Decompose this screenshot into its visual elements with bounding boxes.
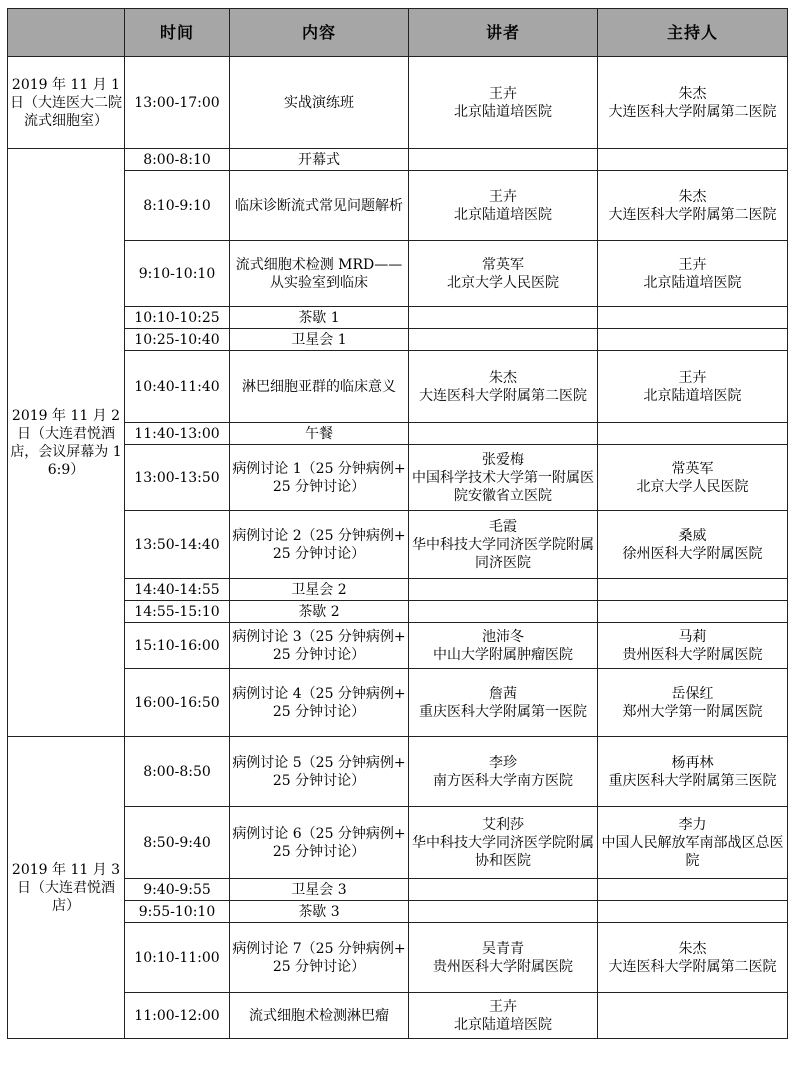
- cell-speaker: 李珍 南方医科大学南方医院: [409, 737, 598, 807]
- schedule-row: [8, 579, 788, 601]
- cell-time: 8:00-8:50: [125, 737, 230, 807]
- cell-speaker: 毛霞 华中科技大学同济医学院附属同济医院: [409, 511, 598, 579]
- schedule-row: [8, 171, 788, 241]
- cell-content: 病例讨论 6（25 分钟病例+25 分钟讨论）: [230, 807, 409, 879]
- cell-host: 岳保红 郑州大学第一附属医院: [598, 669, 788, 737]
- cell-speaker: 常英军 北京大学人民医院: [409, 241, 598, 307]
- cell-time: 13:00-17:00: [125, 57, 230, 149]
- day-label: 2019 年 11 月 2 日（大连君悦酒店，会议屏幕为 16:9）: [8, 149, 125, 737]
- schedule-row: [8, 669, 788, 737]
- cell-content: 卫星会 2: [230, 579, 409, 601]
- cell-content: 病例讨论 3（25 分钟病例+25 分钟讨论）: [230, 623, 409, 669]
- cell-time: 16:00-16:50: [125, 669, 230, 737]
- header-content: 内容: [230, 9, 409, 57]
- cell-speaker: 朱杰 大连医科大学附属第二医院: [409, 351, 598, 423]
- cell-time: 10:25-10:40: [125, 329, 230, 351]
- schedule-row: [8, 737, 788, 807]
- cell-content: 卫星会 3: [230, 879, 409, 901]
- cell-time: 15:10-16:00: [125, 623, 230, 669]
- cell-time: 8:00-8:10: [125, 149, 230, 171]
- day-label: 2019 年 11 月 3 日（大连君悦酒店）: [8, 737, 125, 1039]
- cell-host: 李力 中国人民解放军南部战区总医院: [598, 807, 788, 879]
- cell-content: 病例讨论 1（25 分钟病例+25 分钟讨论）: [230, 445, 409, 511]
- cell-host: [598, 423, 788, 445]
- cell-speaker: 张爱梅 中国科学技术大学第一附属医院安徽省立医院: [409, 445, 598, 511]
- cell-host: [598, 901, 788, 923]
- cell-host: [598, 329, 788, 351]
- schedule-row: [8, 923, 788, 993]
- cell-host: 朱杰 大连医科大学附属第二医院: [598, 923, 788, 993]
- cell-time: 9:55-10:10: [125, 901, 230, 923]
- cell-speaker: 王卉 北京陆道培医院: [409, 993, 598, 1039]
- cell-time: 11:00-12:00: [125, 993, 230, 1039]
- schedule-row: [8, 807, 788, 879]
- cell-time: 13:50-14:40: [125, 511, 230, 579]
- header-host: 主持人: [598, 9, 788, 57]
- cell-time: 14:55-15:10: [125, 601, 230, 623]
- schedule-row: [8, 445, 788, 511]
- cell-content: 临床诊断流式常见问题解析: [230, 171, 409, 241]
- cell-content: 病例讨论 5（25 分钟病例+25 分钟讨论）: [230, 737, 409, 807]
- cell-speaker: 王卉 北京陆道培医院: [409, 171, 598, 241]
- header-time: 时间: [125, 9, 230, 57]
- cell-host: [598, 879, 788, 901]
- cell-host: 王卉 北京陆道培医院: [598, 241, 788, 307]
- cell-host: 马莉 贵州医科大学附属医院: [598, 623, 788, 669]
- schedule-row: [8, 511, 788, 579]
- cell-time: 14:40-14:55: [125, 579, 230, 601]
- schedule-row: [8, 623, 788, 669]
- cell-speaker: 吴青青 贵州医科大学附属医院: [409, 923, 598, 993]
- cell-content: 午餐: [230, 423, 409, 445]
- cell-speaker: 池沛冬 中山大学附属肿瘤医院: [409, 623, 598, 669]
- schedule-body: [8, 57, 788, 1039]
- cell-content: 开幕式: [230, 149, 409, 171]
- cell-time: 11:40-13:00: [125, 423, 230, 445]
- cell-host: [598, 993, 788, 1039]
- cell-content: 卫星会 1: [230, 329, 409, 351]
- cell-content: 实战演练班: [230, 57, 409, 149]
- cell-speaker: [409, 579, 598, 601]
- cell-speaker: [409, 879, 598, 901]
- cell-speaker: [409, 901, 598, 923]
- cell-host: [598, 149, 788, 171]
- cell-time: 8:50-9:40: [125, 807, 230, 879]
- cell-content: 茶歇 1: [230, 307, 409, 329]
- cell-host: 杨再林 重庆医科大学附属第三医院: [598, 737, 788, 807]
- cell-content: 淋巴细胞亚群的临床意义: [230, 351, 409, 423]
- header-row: [8, 9, 788, 57]
- schedule-row: [8, 57, 788, 149]
- cell-content: 病例讨论 4（25 分钟病例+25 分钟讨论）: [230, 669, 409, 737]
- cell-host: [598, 601, 788, 623]
- cell-content: 病例讨论 2（25 分钟病例+25 分钟讨论）: [230, 511, 409, 579]
- cell-speaker: [409, 601, 598, 623]
- schedule-row: [8, 351, 788, 423]
- cell-host: 常英军 北京大学人民医院: [598, 445, 788, 511]
- cell-host: [598, 307, 788, 329]
- cell-content: 流式细胞术检测 MRD——从实验室到临床: [230, 241, 409, 307]
- cell-content: 病例讨论 7（25 分钟病例+25 分钟讨论）: [230, 923, 409, 993]
- cell-speaker: [409, 329, 598, 351]
- cell-speaker: 詹茜 重庆医科大学附属第一医院: [409, 669, 598, 737]
- cell-time: 10:40-11:40: [125, 351, 230, 423]
- cell-time: 13:00-13:50: [125, 445, 230, 511]
- cell-time: 8:10-9:10: [125, 171, 230, 241]
- schedule-row: [8, 879, 788, 901]
- cell-host: 朱杰 大连医科大学附属第二医院: [598, 57, 788, 149]
- cell-host: 朱杰 大连医科大学附属第二医院: [598, 171, 788, 241]
- cell-host: [598, 579, 788, 601]
- schedule-row: [8, 423, 788, 445]
- schedule-table: [7, 8, 788, 1039]
- cell-content: 流式细胞术检测淋巴瘤: [230, 993, 409, 1039]
- cell-content: 茶歇 3: [230, 901, 409, 923]
- cell-speaker: [409, 149, 598, 171]
- day-label: 2019 年 11 月 1 日（大连医大二院流式细胞室）: [8, 57, 125, 149]
- schedule-row: [8, 149, 788, 171]
- cell-host: 桑威 徐州医科大学附属医院: [598, 511, 788, 579]
- schedule-row: [8, 993, 788, 1039]
- cell-content: 茶歇 2: [230, 601, 409, 623]
- cell-speaker: 艾利莎 华中科技大学同济医学院附属协和医院: [409, 807, 598, 879]
- cell-speaker: [409, 423, 598, 445]
- cell-time: 10:10-11:00: [125, 923, 230, 993]
- header-speaker: 讲者: [409, 9, 598, 57]
- schedule-row: [8, 329, 788, 351]
- cell-time: 9:10-10:10: [125, 241, 230, 307]
- cell-host: 王卉 北京陆道培医院: [598, 351, 788, 423]
- cell-speaker: [409, 307, 598, 329]
- cell-speaker: 王卉 北京陆道培医院: [409, 57, 598, 149]
- header-date: [8, 9, 125, 57]
- cell-time: 9:40-9:55: [125, 879, 230, 901]
- schedule-row: [8, 601, 788, 623]
- schedule-row: [8, 241, 788, 307]
- cell-time: 10:10-10:25: [125, 307, 230, 329]
- schedule-row: [8, 901, 788, 923]
- schedule-row: [8, 307, 788, 329]
